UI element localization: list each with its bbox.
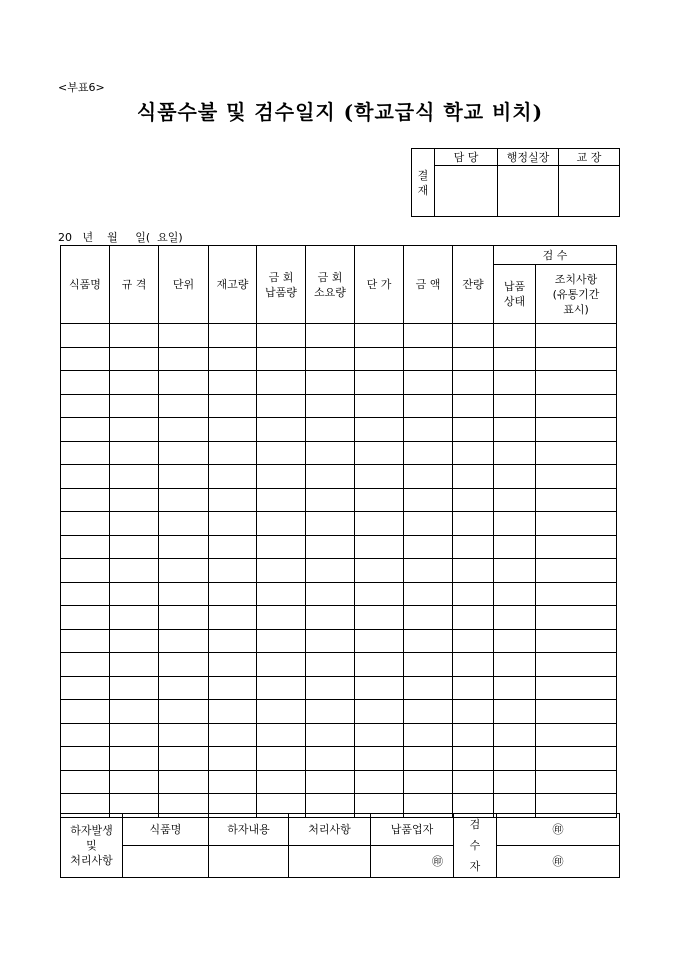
table-cell[interactable] [494,394,536,418]
table-cell[interactable] [257,347,306,371]
table-cell[interactable] [494,371,536,395]
page-title: 식품수불 및 검수일지 (학교급식 학교 비치) [136,100,544,124]
table-cell[interactable] [355,606,404,630]
table-cell[interactable] [209,606,257,630]
table-cell[interactable] [306,629,355,653]
table-cell[interactable] [355,676,404,700]
table-cell[interactable] [494,324,536,348]
table-cell[interactable] [536,512,617,536]
table-cell[interactable] [257,394,306,418]
table-cell[interactable] [536,700,617,724]
table-cell[interactable] [61,747,110,771]
header-action-2: (유통기간 [552,287,600,301]
table-cell[interactable] [61,723,110,747]
table-cell[interactable] [355,747,404,771]
table-cell[interactable] [306,418,355,442]
table-cell[interactable] [110,394,159,418]
table-cell[interactable] [355,700,404,724]
footer-inspector-label-2: 수 [469,839,481,852]
header-delivery-state-1: 납품 [503,280,526,293]
table-cell[interactable] [306,324,355,348]
table-cell[interactable] [159,629,209,653]
table-row [61,465,617,489]
header-delivery-state [494,265,536,324]
table-cell[interactable] [404,700,453,724]
approval-col-admin-chief: 행정실장 [498,149,559,166]
table-cell[interactable] [61,653,110,677]
header-action-3: 표시) [563,302,589,316]
table-cell[interactable] [355,394,404,418]
table-cell[interactable] [453,441,494,465]
table-cell[interactable] [110,441,159,465]
table-cell[interactable] [494,535,536,559]
table-cell[interactable] [61,512,110,536]
approval-side-label [412,149,435,217]
table-row [61,535,617,559]
table-cell[interactable] [494,606,536,630]
table-cell[interactable] [404,488,453,512]
footer-inspector-seal-1[interactable]: ㊞ [497,814,620,846]
table-cell[interactable] [61,488,110,512]
table-cell[interactable] [159,418,209,442]
table-row [61,512,617,536]
table-cell[interactable] [209,700,257,724]
table-cell[interactable] [355,488,404,512]
table-cell[interactable] [536,676,617,700]
header-delivery-state-2: 상태 [503,295,526,308]
table-cell[interactable] [159,582,209,606]
table-cell[interactable] [209,535,257,559]
table-cell[interactable] [536,535,617,559]
table-cell[interactable] [110,512,159,536]
table-cell[interactable] [159,371,209,395]
table-cell[interactable] [257,559,306,583]
table-cell[interactable] [110,629,159,653]
table-cell[interactable] [536,629,617,653]
table-cell[interactable] [306,512,355,536]
header-inspection: 검 수 [494,246,617,265]
table-cell[interactable] [453,512,494,536]
table-row [61,394,617,418]
table-cell[interactable] [257,629,306,653]
table-cell[interactable] [209,512,257,536]
table-cell[interactable] [536,347,617,371]
table-cell[interactable] [110,559,159,583]
table-cell[interactable] [306,441,355,465]
table-cell[interactable] [536,465,617,489]
table-cell[interactable] [110,653,159,677]
table-cell[interactable] [257,606,306,630]
footer-handling-cell[interactable] [289,846,371,878]
table-cell[interactable] [306,700,355,724]
table-cell[interactable] [453,629,494,653]
footer-supplier-header: 납품업자 [371,814,454,846]
table-cell[interactable] [110,747,159,771]
table-cell[interactable] [61,371,110,395]
table-cell[interactable] [257,770,306,794]
table-cell[interactable] [453,394,494,418]
table-cell[interactable] [494,441,536,465]
table-cell[interactable] [494,653,536,677]
table-cell[interactable] [355,441,404,465]
table-cell[interactable] [355,418,404,442]
table-cell[interactable] [61,465,110,489]
table-cell[interactable] [61,770,110,794]
table-cell[interactable] [536,394,617,418]
table-cell[interactable] [404,653,453,677]
table-cell[interactable] [257,653,306,677]
table-cell[interactable] [494,747,536,771]
table-cell[interactable] [404,512,453,536]
table-cell[interactable] [306,394,355,418]
table-cell[interactable] [159,723,209,747]
footer-inspector-label-3: 자 [469,860,481,873]
table-cell[interactable] [536,418,617,442]
approval-sign-manager[interactable] [435,166,498,217]
table-cell[interactable] [494,488,536,512]
table-cell[interactable] [536,747,617,771]
table-row [61,418,617,442]
header-delivery-qty-1: 금 회 [268,270,294,284]
table-row [61,770,617,794]
table-cell[interactable] [494,629,536,653]
table-cell[interactable] [536,723,617,747]
table-cell[interactable] [404,582,453,606]
table-cell[interactable] [355,653,404,677]
approval-sign-admin-chief[interactable] [498,166,559,217]
table-cell[interactable] [159,324,209,348]
table-cell[interactable] [257,488,306,512]
table-cell[interactable] [209,488,257,512]
table-cell[interactable] [257,676,306,700]
table-cell[interactable] [355,629,404,653]
table-cell[interactable] [159,747,209,771]
table-cell[interactable] [110,723,159,747]
table-cell[interactable] [61,676,110,700]
table-cell[interactable] [453,488,494,512]
table-cell[interactable] [257,324,306,348]
header-unit-price: 단 가 [355,246,404,324]
table-cell[interactable] [209,559,257,583]
approval-sign-principal[interactable] [559,166,620,217]
table-cell[interactable] [453,465,494,489]
table-cell[interactable] [404,723,453,747]
table-cell[interactable] [110,371,159,395]
approval-col-manager: 담 당 [435,149,498,166]
approval-box [411,148,620,217]
table-cell[interactable] [209,394,257,418]
table-cell[interactable] [355,582,404,606]
table-cell[interactable] [453,700,494,724]
table-cell[interactable] [453,418,494,442]
footer-defect-label-2: 및 [86,839,97,852]
table-cell[interactable] [159,559,209,583]
table-cell[interactable] [159,770,209,794]
footer-defect-label [61,814,123,878]
table-cell[interactable] [159,441,209,465]
table-cell[interactable] [110,535,159,559]
table-cell[interactable] [536,371,617,395]
table-row [61,559,617,583]
table-cell[interactable] [209,582,257,606]
table-cell[interactable] [209,418,257,442]
table-cell[interactable] [257,582,306,606]
table-row [61,676,617,700]
table-cell[interactable] [61,535,110,559]
table-cell[interactable] [159,488,209,512]
footer-defect-label-1: 하자발생 [70,824,113,837]
table-cell[interactable] [159,347,209,371]
table-cell[interactable] [355,347,404,371]
table-cell[interactable] [209,629,257,653]
table-cell[interactable] [306,488,355,512]
table-row [61,324,617,348]
table-cell[interactable] [355,465,404,489]
table-cell[interactable] [404,606,453,630]
table-cell[interactable] [61,394,110,418]
table-cell[interactable] [61,700,110,724]
table-cell[interactable] [209,441,257,465]
table-cell[interactable] [453,347,494,371]
header-amount: 금 액 [404,246,453,324]
table-cell[interactable] [209,676,257,700]
table-cell[interactable] [453,747,494,771]
table-cell[interactable] [306,465,355,489]
table-cell[interactable] [110,465,159,489]
table-cell[interactable] [306,535,355,559]
table-cell[interactable] [453,676,494,700]
footer-defect-content-header: 하자내용 [209,814,289,846]
header-action-1: 조치사항 [554,272,598,286]
table-cell[interactable] [494,418,536,442]
approval-side-label-2: 재 [417,183,429,197]
table-cell[interactable] [257,747,306,771]
table-cell[interactable] [61,347,110,371]
table-cell[interactable] [61,582,110,606]
table-cell[interactable] [110,700,159,724]
table-cell[interactable] [61,606,110,630]
header-remaining: 잔량 [453,246,494,324]
footer-supplier-seal[interactable]: ㊞ [371,846,454,878]
approval-col-principal: 교 장 [559,149,620,166]
table-cell[interactable] [110,347,159,371]
table-cell[interactable] [453,324,494,348]
table-cell[interactable] [209,747,257,771]
table-cell[interactable] [306,559,355,583]
table-cell[interactable] [159,535,209,559]
header-consume-qty-2: 소요량 [314,285,346,299]
table-cell[interactable] [404,324,453,348]
table-row [61,347,617,371]
table-row [61,653,617,677]
table-cell[interactable] [494,700,536,724]
footer-defect-label-3: 처리사항 [70,854,113,867]
table-cell[interactable] [453,606,494,630]
table-cell[interactable] [404,535,453,559]
table-cell[interactable] [159,606,209,630]
table-cell[interactable] [494,559,536,583]
table-row [61,700,617,724]
table-cell[interactable] [61,324,110,348]
table-cell[interactable] [494,512,536,536]
table-cell[interactable] [110,606,159,630]
table-cell[interactable] [404,441,453,465]
table-cell[interactable] [404,629,453,653]
table-cell[interactable] [536,559,617,583]
table-cell[interactable] [159,653,209,677]
table-cell[interactable] [536,441,617,465]
table-cell[interactable] [257,700,306,724]
table-cell[interactable] [257,535,306,559]
header-stock: 재고량 [209,246,257,324]
table-cell[interactable] [494,676,536,700]
table-row [61,488,617,512]
table-cell[interactable] [159,676,209,700]
table-row [61,371,617,395]
table-cell[interactable] [306,653,355,677]
table-cell[interactable] [209,324,257,348]
table-cell[interactable] [494,465,536,489]
table-cell[interactable] [355,324,404,348]
table-cell[interactable] [355,535,404,559]
header-delivery-qty [257,246,306,324]
table-cell[interactable] [257,465,306,489]
table-cell[interactable] [159,394,209,418]
header-delivery-qty-2: 납품량 [265,285,297,299]
table-cell[interactable] [453,371,494,395]
table-cell[interactable] [494,582,536,606]
table-cell[interactable] [306,371,355,395]
table-cell[interactable] [404,676,453,700]
table-cell[interactable] [306,347,355,371]
table-cell[interactable] [355,371,404,395]
table-cell[interactable] [209,770,257,794]
header-consume-qty [306,246,355,324]
table-cell[interactable] [306,770,355,794]
table-cell[interactable] [404,347,453,371]
approval-side-label-1: 결 [417,168,429,182]
table-cell[interactable] [404,371,453,395]
footer-food-name-cell[interactable] [123,846,209,878]
table-cell[interactable] [110,324,159,348]
table-cell[interactable] [536,770,617,794]
table-cell[interactable] [453,535,494,559]
table-cell[interactable] [306,606,355,630]
table-cell[interactable] [494,347,536,371]
table-row [61,606,617,630]
table-cell[interactable] [536,324,617,348]
table-cell[interactable] [257,512,306,536]
table-row [61,723,617,747]
table-cell[interactable] [355,512,404,536]
table-cell[interactable] [453,559,494,583]
table-cell[interactable] [404,770,453,794]
table-cell[interactable] [110,418,159,442]
table-cell[interactable] [257,723,306,747]
footer-defect-content-cell[interactable] [209,846,289,878]
table-cell[interactable] [159,465,209,489]
table-cell[interactable] [61,441,110,465]
table-cell[interactable] [306,747,355,771]
table-cell[interactable] [159,700,209,724]
date-line: 20 년 월 일( 요일) [58,231,183,244]
table-cell[interactable] [209,465,257,489]
table-cell[interactable] [306,723,355,747]
table-cell[interactable] [404,465,453,489]
header-consume-qty-1: 금 회 [317,270,343,284]
table-cell[interactable] [110,582,159,606]
table-row [61,629,617,653]
table-row [61,747,617,771]
table-cell[interactable] [453,723,494,747]
table-cell[interactable] [209,347,257,371]
table-cell[interactable] [453,653,494,677]
table-cell[interactable] [536,488,617,512]
header-spec: 규 격 [110,246,159,324]
header-food-name: 식품명 [61,246,110,324]
table-cell[interactable] [110,488,159,512]
table-cell[interactable] [110,770,159,794]
form-label: <부표6> [58,81,105,94]
header-action [536,265,617,324]
table-cell[interactable] [355,770,404,794]
table-cell[interactable] [355,559,404,583]
footer-food-name-header: 식품명 [123,814,209,846]
table-cell[interactable] [209,653,257,677]
defect-handling-table [60,813,620,878]
table-cell[interactable] [536,606,617,630]
table-cell[interactable] [404,559,453,583]
table-cell[interactable] [209,371,257,395]
table-cell[interactable] [61,559,110,583]
table-cell[interactable] [404,418,453,442]
table-cell[interactable] [355,723,404,747]
header-unit: 단위 [159,246,209,324]
food-ledger-table [60,245,617,818]
table-row [61,582,617,606]
table-cell[interactable] [453,582,494,606]
table-cell[interactable] [110,676,159,700]
table-cell[interactable] [257,371,306,395]
table-cell[interactable] [306,676,355,700]
table-cell[interactable] [494,770,536,794]
table-cell[interactable] [536,653,617,677]
table-cell[interactable] [61,629,110,653]
table-cell[interactable] [159,512,209,536]
footer-inspector-label [454,814,497,878]
table-cell[interactable] [404,747,453,771]
footer-inspector-label-1: 검 [469,818,481,831]
table-cell[interactable] [453,770,494,794]
table-cell[interactable] [536,582,617,606]
table-row [61,441,617,465]
table-cell[interactable] [257,418,306,442]
table-cell[interactable] [257,441,306,465]
table-cell[interactable] [494,723,536,747]
footer-inspector-seal-2[interactable]: ㊞ [497,846,620,878]
table-cell[interactable] [404,394,453,418]
table-cell[interactable] [306,582,355,606]
footer-handling-header: 처리사항 [289,814,371,846]
table-cell[interactable] [61,418,110,442]
table-cell[interactable] [209,723,257,747]
